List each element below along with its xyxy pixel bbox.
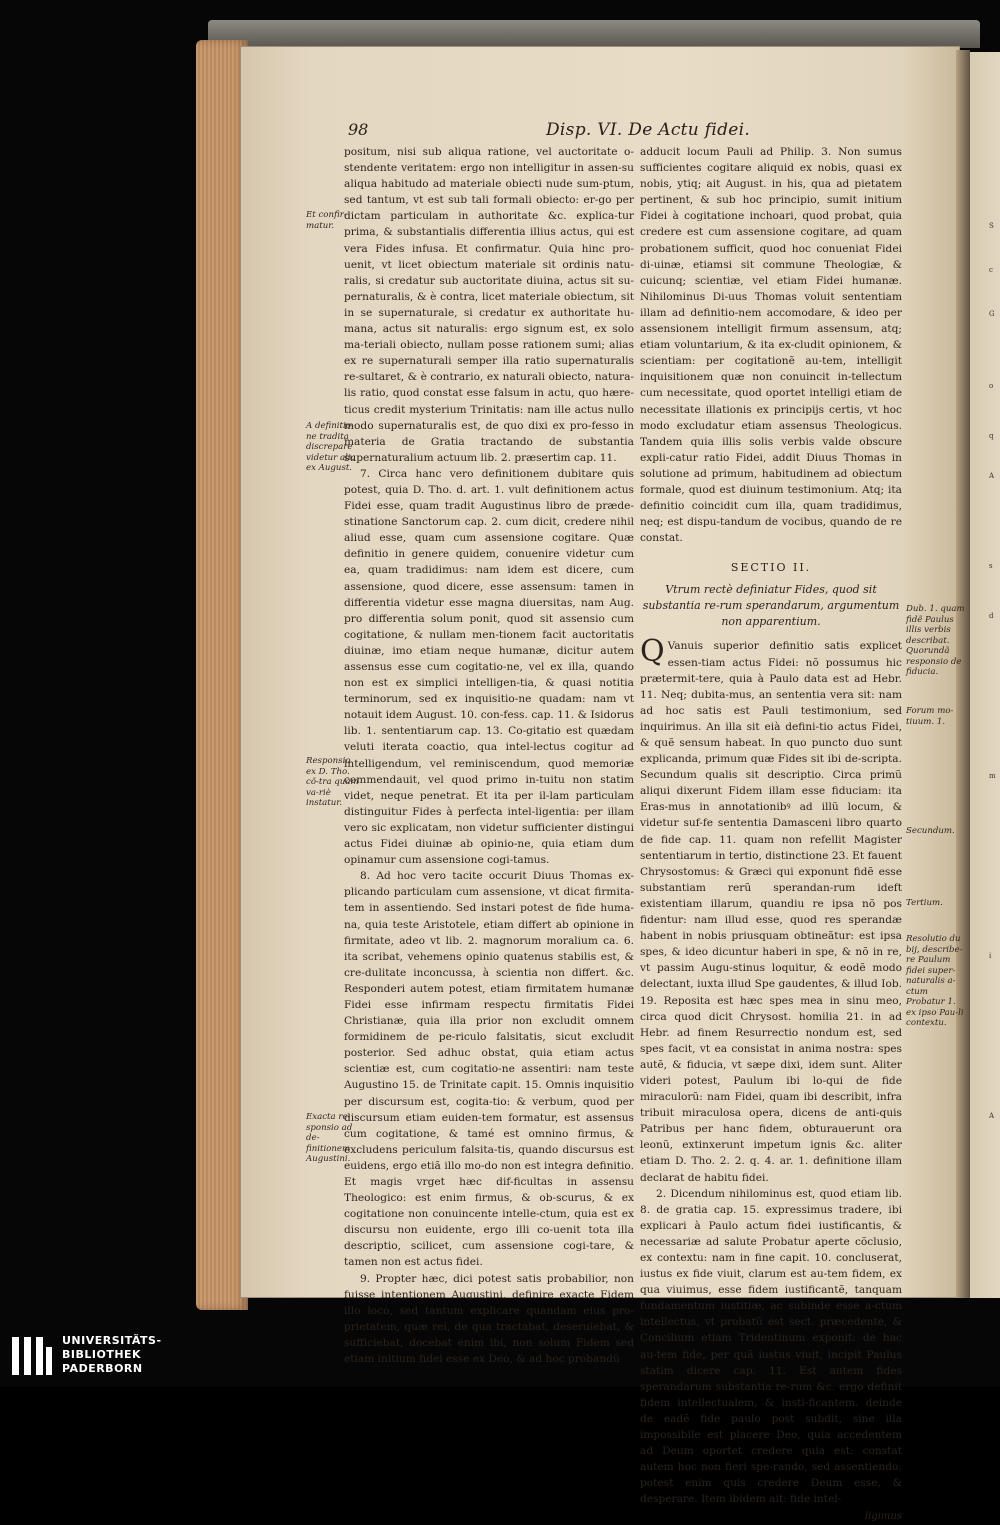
library-logo-text bbox=[62, 1334, 162, 1376]
facing-page-glyph: q bbox=[989, 432, 994, 440]
margin-note: Responsio ex D. Tho. cõ-tra quam va-riè instatur. bbox=[306, 756, 359, 808]
margin-note: A definitio-ne tradita discrepare videtur alia ex August. bbox=[306, 421, 356, 473]
running-title: Disp. VI. De Actu fidei. bbox=[546, 120, 751, 140]
library-logo bbox=[10, 1333, 180, 1379]
margin-note: Tertium. bbox=[906, 898, 943, 908]
left-text-column bbox=[344, 144, 634, 1367]
margin-note: Exacta re-sponsio ad de-finitionem Augustini. bbox=[306, 1112, 353, 1164]
margin-note: Secundum. bbox=[906, 826, 955, 836]
section-heading: SECTIO II. bbox=[730, 561, 812, 575]
library-logo-icon bbox=[10, 1333, 54, 1379]
facing-page-glyph: o bbox=[989, 382, 994, 390]
paragraph: 2. Dicendum nihilominus est, quod etiam lib. 8. de gratia cap. 15. expressimus tradere, ibi explicari à Paulo actum fidei iustificantis, & necessariæ ad salute Probatur aperte cõclusio, ex contextu: nam in fine capit. 10. concluserat, iustus ex fide viuit, clarum est au-tem fidem, ex qua viuimus, esse fidem iustificantẽ, tanquam fundamentum iustitiæ, ac subinde esse a-ctum intellectus, vt probatũ est sect. præcedente, & Concilium etiam Tridentinum exponit: de hac au-tem fide, per quã iustus viuit, incipit Paulus statim dicere cap. 11. Est autem fides sperandarum substantia re-rum &c. ergo definit fidem intellectualem, & insti-ficantem. deinde de eadẽ fide paulo post subdit, sine illa impossibile est placere Deo, quia accedentem ad Deum oportet credere quia est: constat autem hoc non fieri spe-rando, sed assentiendo: potest enim quis credere Deum esse, & desperare. Item ibidem ait: fide intel- bbox=[640, 1187, 902, 1506]
margin-note: Resolutio du bij, describe-re Paulum fidei super-naturalis a-ctum Probatur 1. ex ipso Pau-li contextu. bbox=[906, 934, 964, 1028]
facing-page-glyph: c bbox=[989, 266, 993, 274]
facing-page-glyph: d bbox=[989, 612, 994, 620]
facing-page-glyph: i bbox=[989, 952, 992, 960]
facing-page-glyph: m bbox=[989, 772, 996, 780]
facing-page-edge bbox=[970, 52, 1000, 1298]
facing-page-glyph: A bbox=[989, 1112, 995, 1120]
logo-line: BIBLIOTHEK bbox=[62, 1348, 142, 1361]
paragraph: 7. Circa hanc vero definitionem dubitare quis potest, quia D. Tho. d. art. 1. vult definitionem actus Fidei esse, quam tradit Augustinus libro de præde-stinatione Sanctorum cap. 2. cum dicit, credere nihil aliud esse, quam cum assensione cogitare. Quæ definitio in genere quidem, conuenire videtur cum ea, quam tradidimus: nam idem est dicere, cum assensione, quod dicere, esse assensum: tamen in differentia videtur esse magna diuersitas, nam Aug. pro differentia solum ponit, quod sit assensio cum cogitatione, & nullam men-tionem facit auctoritatis diuinæ, imo etiam neque humanæ, dicitur autem assensus esse cum cogitatio-ne, vel ex illa, quando non est ex simplici intelligen-tia, & quasi notitia terminorum, sed ex inquisitio-ne quadam: nam vt notauit idem August. 10. con-fess. cap. 11. & Isidorus lib. 1. sententiarum cap. 13. Co-gitatio est quædam veluti iterata coactio, qua intel-lectus cogitur ad intelligendum, vel reminiscendum, quod memoriæ commendauit, vel quod primo in-tuitu non statim videt, neque penetrat. Et ita per il-lam particulam distinguitur Fides à perfecta intel-ligentia: per illam vero sic explicatam, non videtur sufficienter distingui actus Fidei diuinæ ab opinio-ne, quia etiam dum opinamur cum assensione cogi-tamus. bbox=[344, 467, 634, 867]
facing-page-glyph: s bbox=[989, 562, 993, 570]
paragraph: QVanuis superior definitio satis explicet essen-tiam actus Fidei: nõ possumus hic prætermit-tere, quia à Paulo data est ad Hebr. 11. Neq; dubita-mus, an sententia vera sit: nam ad hoc satis est Pauli testimonium, sed inquirimus. An illa sit eià defini-tio actus Fidei, & quẽ sensum habeat. In quo puncto duo sunt explicanda, primum quæ Fides sit ibi de-scripta. Secundum qualis sit descriptio. Circa primũ aliqui dixerunt Fidem illam esse fiduciam: ita Eras-mus in annotationibꝰ ad illũ locum, & videtur suf-fe sententia Damasceni libro quarto de fide cap. 11. quam non refellit Magister sententiarum in tertio, distinctione 23. Et fauent Chrysostomus: & Græci qui exponunt fidẽ esse substantiam rerũ sperandan-rum ideft existentiam illarum, quandiu re ipsa nõ pos fidentur: nam illud esse, quod res sperandæ habent in nobis priusquam obtineãtur: est ipsa spes, & ideo dicuntur haberi in spe, & nõ in re, vt passim Augu-stinus loquitur, & eodẽ modo delectant, iuxta illud Spe gaudentes, & illud Iob. 19. Reposita est hæc spes mea in sinu meo, circa quod dicit Chrysost. homilia 21. in ad Hebr. ad finem Resurrectio nondum est, sed spes facit, vt ea consistat in anima nostra: spes autẽ, & fiducia, vt sæpe dixi, idem sunt. Aliter videri potest, Paulum ibi lo-qui de fide miraculorũ: nam Fidei, quam ibi describit, infra tribuit miraculosa opera, dicens de anti-quis Patribus per hanc fidem, obturauerunt ora leonũ, extinxerunt impetum ignis &c. aliter etiam D. Tho. 2. 2. q. 4. ar. 1. definitione illam declarat de habitu fidei. bbox=[640, 634, 902, 1184]
margin-note: Forum mo-tiuum. 1. bbox=[906, 706, 954, 727]
paragraph: 9. Propter hæc, dici potest satis probabilior, non fuisse intentionem Augustini, definire exacte Fidem illo loco, sed tantum explicare quandam eius pro-prietatem, quæ rei, de qua tractabat, deseruiebat, & sufficiebat, docebat enim ibi, non solum Fidem sed etiam initium fidei esse ex Deo, & ad hoc probandũ bbox=[344, 1272, 634, 1366]
running-head bbox=[348, 120, 908, 144]
facing-page-glyph: G bbox=[989, 310, 995, 318]
logo-line: PADERBORN bbox=[62, 1362, 143, 1375]
logo-line: UNIVERSITÄTS- bbox=[62, 1334, 162, 1347]
paragraph: positum, nisi sub aliqua ratione, vel auctoritate o-stendente veritatem: ergo non intelligitur in assen-su aliqua habitudo ad materiale obiecti nude sum-ptum, sed tantum, vt est sub tali formali obiecto: er-go per dictam particulam in authoritate &c. explica-tur prima, & substantialis differentia illius actus, qui est vera Fides infusa. Et confirmatur. Quia hinc pro-uenit, vt licet obiectum materiale sit ordinis natu-ralis, si credatur sub auctoritate diuina, actus sit su-pernaturalis, & è contra, licet materiale obiectum, sit in se supernaturale, si credatur ex authoritate hu-mana, actus sit naturalis: ergo signum est, ex solo ma-teriali obiecto, nullam posse rationem sumi; alias ex re supernaturali semper illa ratio supernaturalis re-sultaret, & è contrario, ex naturali obiecto, natura-lis ratio, quod constat esse falsum in actu, quo hære-ticus credit mysterium Trinitatis: nam ille actus nullo modo supernaturalis est, de quo dixi ex pro-fesso in materia de Gratia tractando de substantia supernaturalium actuum lib. 2. præsertim cap. 11. bbox=[344, 146, 634, 464]
facing-page-glyph: S bbox=[989, 222, 994, 230]
paragraph: 8. Ad hoc vero tacite occurit Diuus Thomas ex-plicando particulam cum assensione, vt dicat firmita-tem in assentiendo. Sed instari potest de fide huma-na, quia teste Aristotele, etiam differt ab opinione in firmitate, adeo vt lib. 2. magnorum moralium ca. 6. ita scribat, vehemens opinio quatenus stabilis est, & cre-dulitate inconcussa, à scientia non differt. &c. Responderi autem potest, etiam firmitatem humanæ Fidei esse infirmam respectu firmitatis Fidei Christianæ, quia illa prior non excludit omnem formidinem de pe-riculo falsitatis, sicut excludit posterior. Sed adhuc obstat, quia etiam actus scientiæ est, cum cogitatio-ne assentiri: nam teste Augustino 15. de Trinitate capit. 15. Omnis inquisitio per discursum est, cogita-tio: & verbum, quod per discursum etiam euiden-tem formatur, est assensus cum cogitatione, & tamé est omnino firmus, & excludens periculum falsita-tis, quando discursus est euidens, ergo etiã illo mo-do non est integra definitio. Et magis vrget hæc dif-ficultas in assensu Theologico: est enim firmus, & ob-scurus, & ex cogitatione non conuincente intelle-ctum, quia est ex discursu non euidente, ergo illi co-uenit tota illa descriptio, scilicet, cum assensione cogi-tare, & tamen non est actus fidei. bbox=[344, 870, 634, 1269]
section-subtitle: Vtrum rectè definiatur Fides, quod sit substantia re-rum sperandarum, argumentum non apparentium. bbox=[642, 583, 900, 629]
facing-page-glyph: A bbox=[989, 472, 995, 480]
margin-note: Dub. 1. quam fidẽ Paulus illis verbis describat. Quorundã responsio de fiducia. bbox=[906, 604, 965, 677]
book-top-edge bbox=[208, 20, 980, 48]
catchword: ligimus bbox=[864, 1510, 902, 1522]
margin-note: Et confir-matur. bbox=[306, 210, 347, 231]
page-number: 98 bbox=[348, 120, 369, 139]
right-text-column bbox=[640, 144, 902, 1525]
paragraph: adducit locum Pauli ad Philip. 3. Non sumus sufficientes cogitare aliquid ex nobis, quasi ex nobis, ytiq; ait August. in his, qua ad pietatem pertinent, & sub hoc principio, sumit initium Fidei à cogitatione inchoari, quod probat, quia credere est cum assensione cogitare, ad quam probationem sufficit, quod hoc conueniat Fidei di-uinæ, etiamsi sit commune Theologiæ, & cuicunq; scientiæ, vel etiam Fidei humanæ. Nihilominus Di-uus Thomas voluit sententiam illam ad definitio-nem accomodare, & ideo per assensionem intelligit firmum assensum, atq; etiam voluntarium, & ita ex-cludit opinionem, & scientiam: per cogitationẽ au-tem, intelligit inquisitionem quæ non conuincit in-tellectum cum necessitate, quod oportet intelligi etiam de necessitate illationis ex principijs certis, vt hoc modo excludatur etiam assensus Theologicus. Tandem quia illis solis verbis valde obscure expli-catur ratio Fidei, addit Diuus Thomas in solutione ad primum, habitudinem ad obiectum formale, quod est diuinum testimonium. Atq; ita definitio coincidit cum illa, quam tradidimus, neq; est dispu-tandum de vocibus, quando de re constat. bbox=[640, 146, 902, 545]
